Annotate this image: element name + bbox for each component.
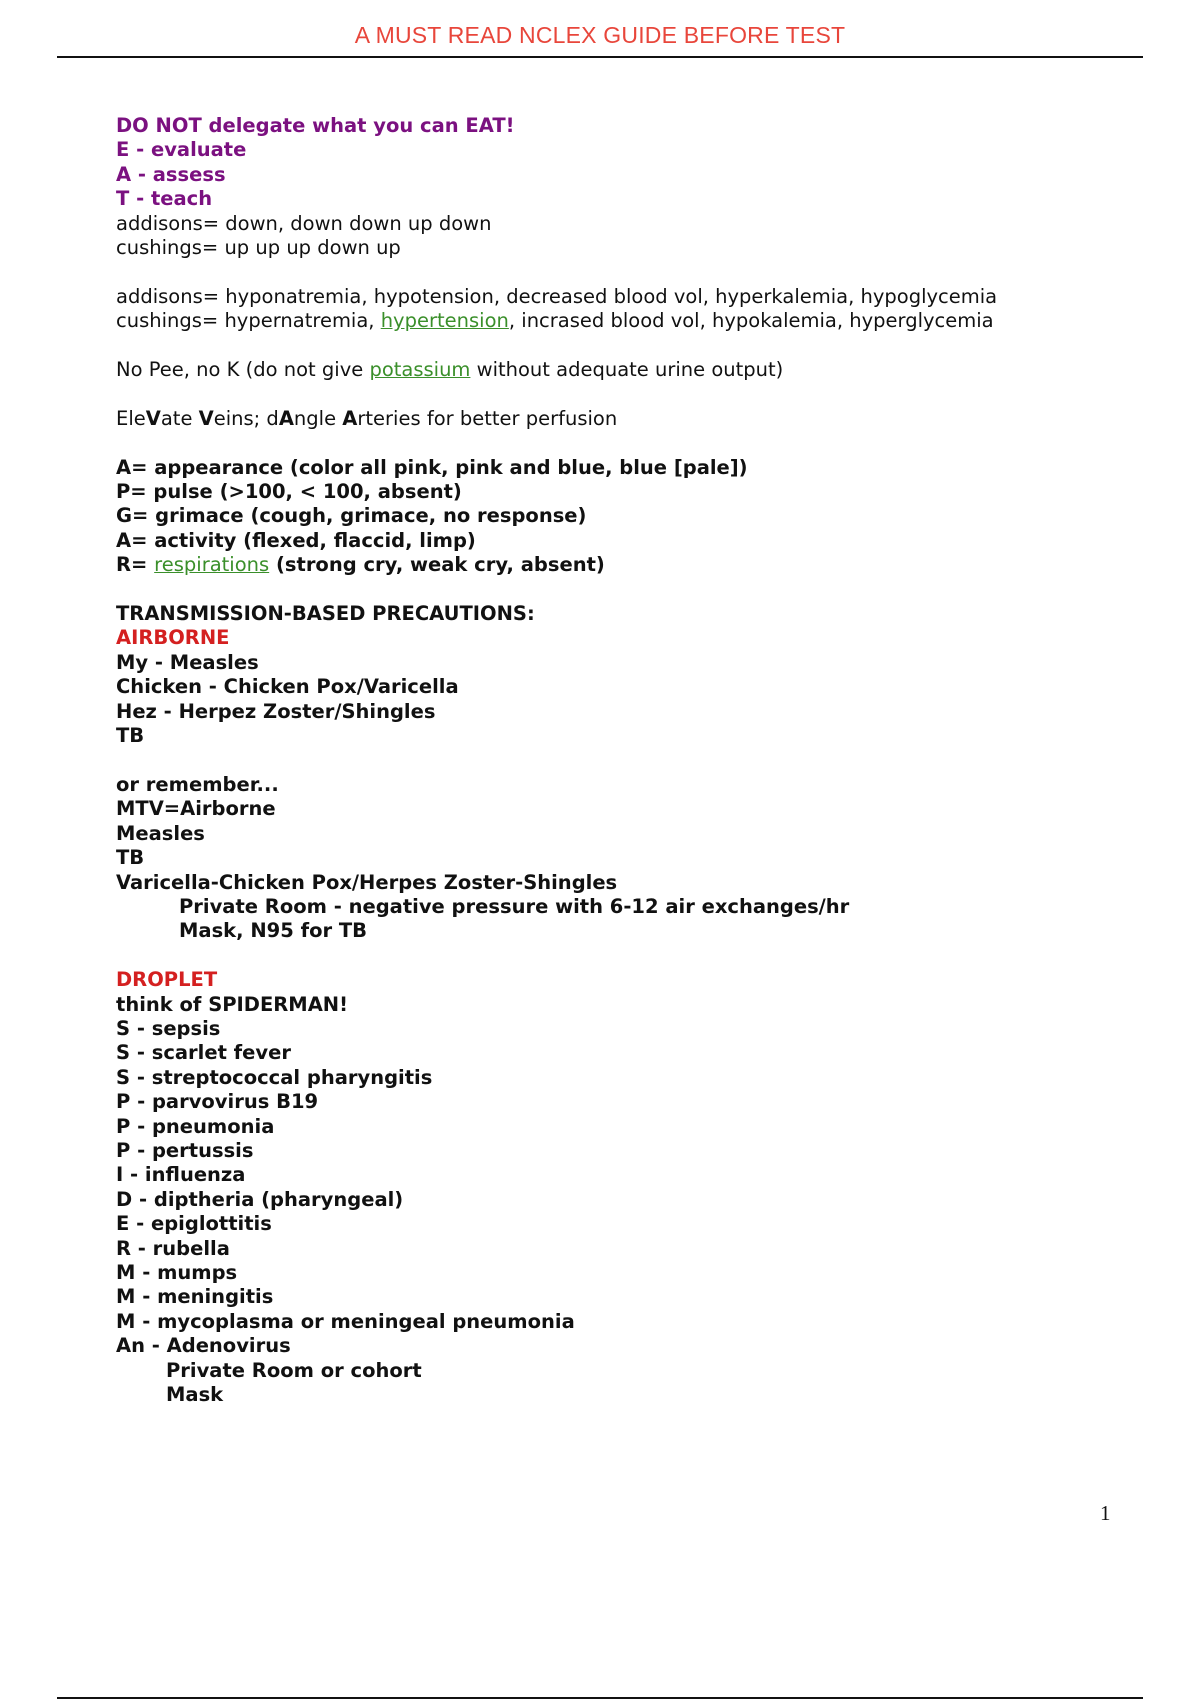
- perfusion-mnemonic: [116, 407, 1116, 431]
- droplet-item: P - pertussis: [116, 1138, 254, 1162]
- apgar-line: G= grimace (cough, grimace, no response): [116, 504, 587, 528]
- perfusion-letter: V: [198, 406, 214, 430]
- droplet-note: Private Room or cohort: [166, 1358, 422, 1382]
- cushings-effects: [116, 309, 1116, 333]
- precautions-title: TRANSMISSION-BASED PRECAUTIONS:: [116, 602, 535, 626]
- droplet-item: R - rubella: [116, 1236, 230, 1260]
- apgar-line: A= activity (flexed, flaccid, limp): [116, 528, 476, 552]
- eat-title: DO NOT delegate what you can EAT!: [116, 114, 515, 137]
- document-body: [116, 114, 1116, 1407]
- droplet-item: D - diptheria (pharyngeal): [116, 1187, 404, 1211]
- cushings-effects-start: cushings= hypernatremia,: [116, 309, 381, 333]
- perfusion-text: Ele: [116, 406, 146, 430]
- remember-item: TB: [116, 846, 145, 870]
- airborne-heading: AIRBORNE: [116, 626, 230, 650]
- droplet-item: S - scarlet fever: [116, 1041, 291, 1065]
- droplet-item: An - Adenovirus: [116, 1334, 291, 1358]
- droplet-item: S - streptococcal pharyngitis: [116, 1065, 433, 1089]
- page-header-title: A MUST READ NCLEX GUIDE BEFORE TEST: [354, 22, 846, 48]
- header-divider: [57, 56, 1143, 58]
- apgar-line: A= appearance (color all pink, pink and blue, blue [pale]): [116, 455, 748, 479]
- droplet-item: M - mycoplasma or meningeal pneumonia: [116, 1309, 575, 1333]
- addisons-effects: addisons= hyponatremia, hypotension, decreased blood vol, hyperkalemia, hypoglycemia: [116, 284, 998, 308]
- addisons-pattern: addisons= down, down down up down: [116, 211, 492, 235]
- droplet-heading: DROPLET: [116, 968, 218, 992]
- droplet-item: S - sepsis: [116, 1016, 221, 1040]
- droplet-note: Mask: [166, 1383, 224, 1407]
- footer-divider: [57, 1697, 1143, 1699]
- potassium-rule-start: No Pee, no K (do not give: [116, 358, 370, 382]
- airborne-note: Mask, N95 for TB: [179, 919, 368, 943]
- respirations-link[interactable]: respirations: [154, 553, 270, 577]
- potassium-rule-end: without adequate urine output): [470, 358, 784, 382]
- apgar-line: [116, 553, 1116, 577]
- apgar-r-suffix: (strong cry, weak cry, absent): [269, 553, 605, 577]
- perfusion-letter: A: [278, 406, 294, 430]
- airborne-item: Chicken - Chicken Pox/Varicella: [116, 675, 459, 699]
- perfusion-letter: A: [342, 406, 358, 430]
- airborne-item: Hez - Herpez Zoster/Shingles: [116, 699, 436, 723]
- apgar-r-prefix: R=: [116, 553, 155, 577]
- potassium-link[interactable]: potassium: [369, 358, 471, 382]
- droplet-intro: think of SPIDERMAN!: [116, 992, 349, 1016]
- cushings-pattern: cushings= up up up down up: [116, 236, 401, 260]
- airborne-note: Private Room - negative pressure with 6-12 air exchanges/hr: [179, 894, 850, 918]
- hypertension-link[interactable]: hypertension: [380, 309, 509, 333]
- eat-item: A - assess: [116, 162, 226, 186]
- droplet-item: I - influenza: [116, 1163, 246, 1187]
- perfusion-text: rteries for better perfusion: [357, 406, 618, 430]
- droplet-item: M - meningitis: [116, 1285, 274, 1309]
- perfusion-text: eins; d: [213, 406, 279, 430]
- airborne-item: TB: [116, 724, 145, 748]
- droplet-item: P - parvovirus B19: [116, 1090, 319, 1114]
- droplet-item: E - epiglottitis: [116, 1212, 272, 1236]
- airborne-item: My - Measles: [116, 650, 259, 674]
- remember-heading: or remember...: [116, 772, 279, 796]
- remember-item: Varicella-Chicken Pox/Herpes Zoster-Shingles: [116, 870, 618, 894]
- perfusion-text: ate: [160, 406, 199, 430]
- eat-item: T - teach: [116, 187, 213, 211]
- page-number: 1: [1100, 1501, 1111, 1525]
- apgar-line: P= pulse (>100, < 100, absent): [116, 480, 462, 504]
- droplet-item: P - pneumonia: [116, 1114, 275, 1138]
- eat-item: E - evaluate: [116, 138, 247, 162]
- perfusion-letter: V: [145, 406, 161, 430]
- droplet-item: M - mumps: [116, 1260, 238, 1284]
- remember-item: Measles: [116, 821, 205, 845]
- cushings-effects-end: , incrased blood vol, hypokalemia, hyperglycemia: [508, 309, 994, 333]
- perfusion-text: ngle: [293, 406, 343, 430]
- potassium-rule: [116, 358, 1116, 382]
- remember-item: MTV=Airborne: [116, 797, 276, 821]
